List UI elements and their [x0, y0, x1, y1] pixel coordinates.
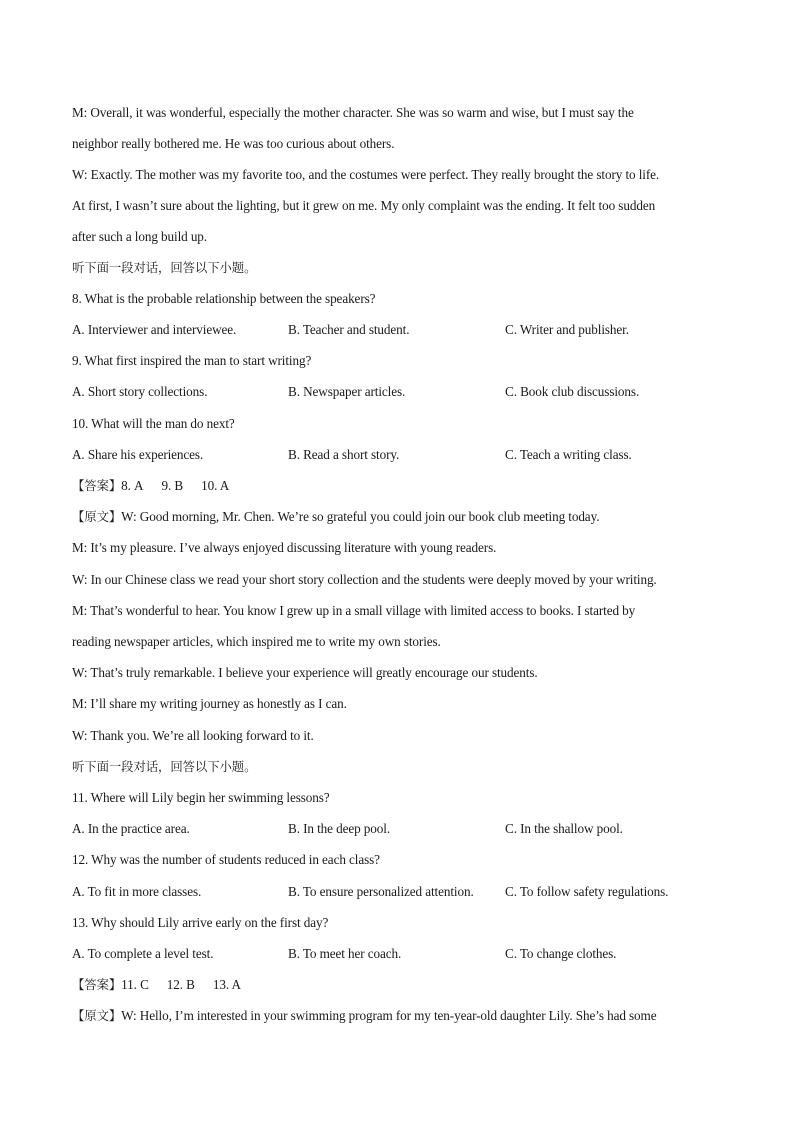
transcript-line: M: That’s wonderful to hear. You know I grew up in a small village with limited access to books. I started by	[72, 603, 636, 618]
transcript-tag: 【原文】	[72, 1008, 122, 1023]
transcript-line: W: Thank you. We’re all looking forward to it.	[72, 728, 314, 743]
dialogue-line: after such a long build up.	[72, 229, 208, 244]
transcript-tag: 【原文】	[72, 509, 122, 524]
option-b: B. In the deep pool.	[288, 821, 391, 836]
question-8: 8. What is the probable relationship between the speakers?	[72, 291, 376, 306]
transcript-line: M: It’s my pleasure. I’ve always enjoyed discussing literature with young readers.	[72, 540, 497, 555]
transcript-line	[72, 1008, 722, 1024]
option-b: B. To meet her coach.	[288, 946, 402, 961]
transcript-text: W: Good morning, Mr. Chen. We’re so grateful you could join our book club meeting today.	[121, 509, 600, 524]
option-c: C. To follow safety regulations.	[505, 884, 669, 899]
option-b: B. Newspaper articles.	[288, 384, 406, 399]
transcript-line: W: That’s truly remarkable. I believe your experience will greatly encourage our students.	[72, 665, 538, 680]
answer-key-2	[72, 977, 722, 993]
answer-12: 12. B	[166, 977, 195, 992]
dialogue-line: M: Overall, it was wonderful, especially the mother character. She was so warm and wise, but I must say the	[72, 105, 634, 120]
option-a: A. In the practice area.	[72, 821, 190, 836]
option-c: C. To change clothes.	[505, 946, 617, 961]
dialogue-line: W: Exactly. The mother was my favorite too, and the costumes were perfect. They really brought the story to life.	[72, 167, 660, 182]
option-a: A. Interviewer and interviewee.	[72, 322, 237, 337]
answer-9: 9. B	[161, 478, 184, 493]
answer-13: 13. A	[212, 977, 241, 992]
answer-key-1	[72, 478, 722, 494]
dialogue-line: neighbor really bothered me. He was too curious about others.	[72, 136, 395, 151]
question-12: 12. Why was the number of students reduced in each class?	[72, 852, 380, 867]
transcript-line: reading newspaper articles, which inspired me to write my own stories.	[72, 634, 441, 649]
transcript-line	[72, 509, 722, 525]
question-11: 11. Where will Lily begin her swimming lessons?	[72, 790, 330, 805]
section-header: 听下面一段对话，回答以下小题。	[72, 260, 257, 275]
question-13: 13. Why should Lily arrive early on the first day?	[72, 915, 329, 930]
answer-8: 8. A	[121, 478, 144, 493]
transcript-line: W: In our Chinese class we read your short story collection and the students were deeply moved by your writing.	[72, 572, 657, 587]
transcript-line: M: I’ll share my writing journey as honestly as I can.	[72, 696, 347, 711]
question-10: 10. What will the man do next?	[72, 416, 235, 431]
option-c: C. Writer and publisher.	[505, 322, 629, 337]
option-c: C. Book club discussions.	[505, 384, 640, 399]
question-9: 9. What first inspired the man to start writing?	[72, 353, 312, 368]
option-b: B. Read a short story.	[288, 447, 400, 462]
answer-tag: 【答案】	[72, 478, 122, 493]
option-c: C. Teach a writing class.	[505, 447, 632, 462]
section-header: 听下面一段对话，回答以下小题。	[72, 759, 257, 774]
option-a: A. To complete a level test.	[72, 946, 214, 961]
transcript-text: W: Hello, I’m interested in your swimming program for my ten-year-old daughter Lily. She’s had some	[121, 1008, 657, 1023]
answer-tag: 【答案】	[72, 977, 122, 992]
option-c: C. In the shallow pool.	[505, 821, 623, 836]
option-a: A. Short story collections.	[72, 384, 208, 399]
dialogue-line: At first, I wasn’t sure about the lighting, but it grew on me. My only complaint was the ending. It felt too sudden	[72, 198, 656, 213]
option-a: A. To fit in more classes.	[72, 884, 202, 899]
answer-10: 10. A	[201, 478, 230, 493]
option-b: B. To ensure personalized attention.	[288, 884, 474, 899]
option-a: A. Share his experiences.	[72, 447, 204, 462]
option-b: B. Teacher and student.	[288, 322, 410, 337]
answer-11: 11. C	[121, 977, 149, 992]
